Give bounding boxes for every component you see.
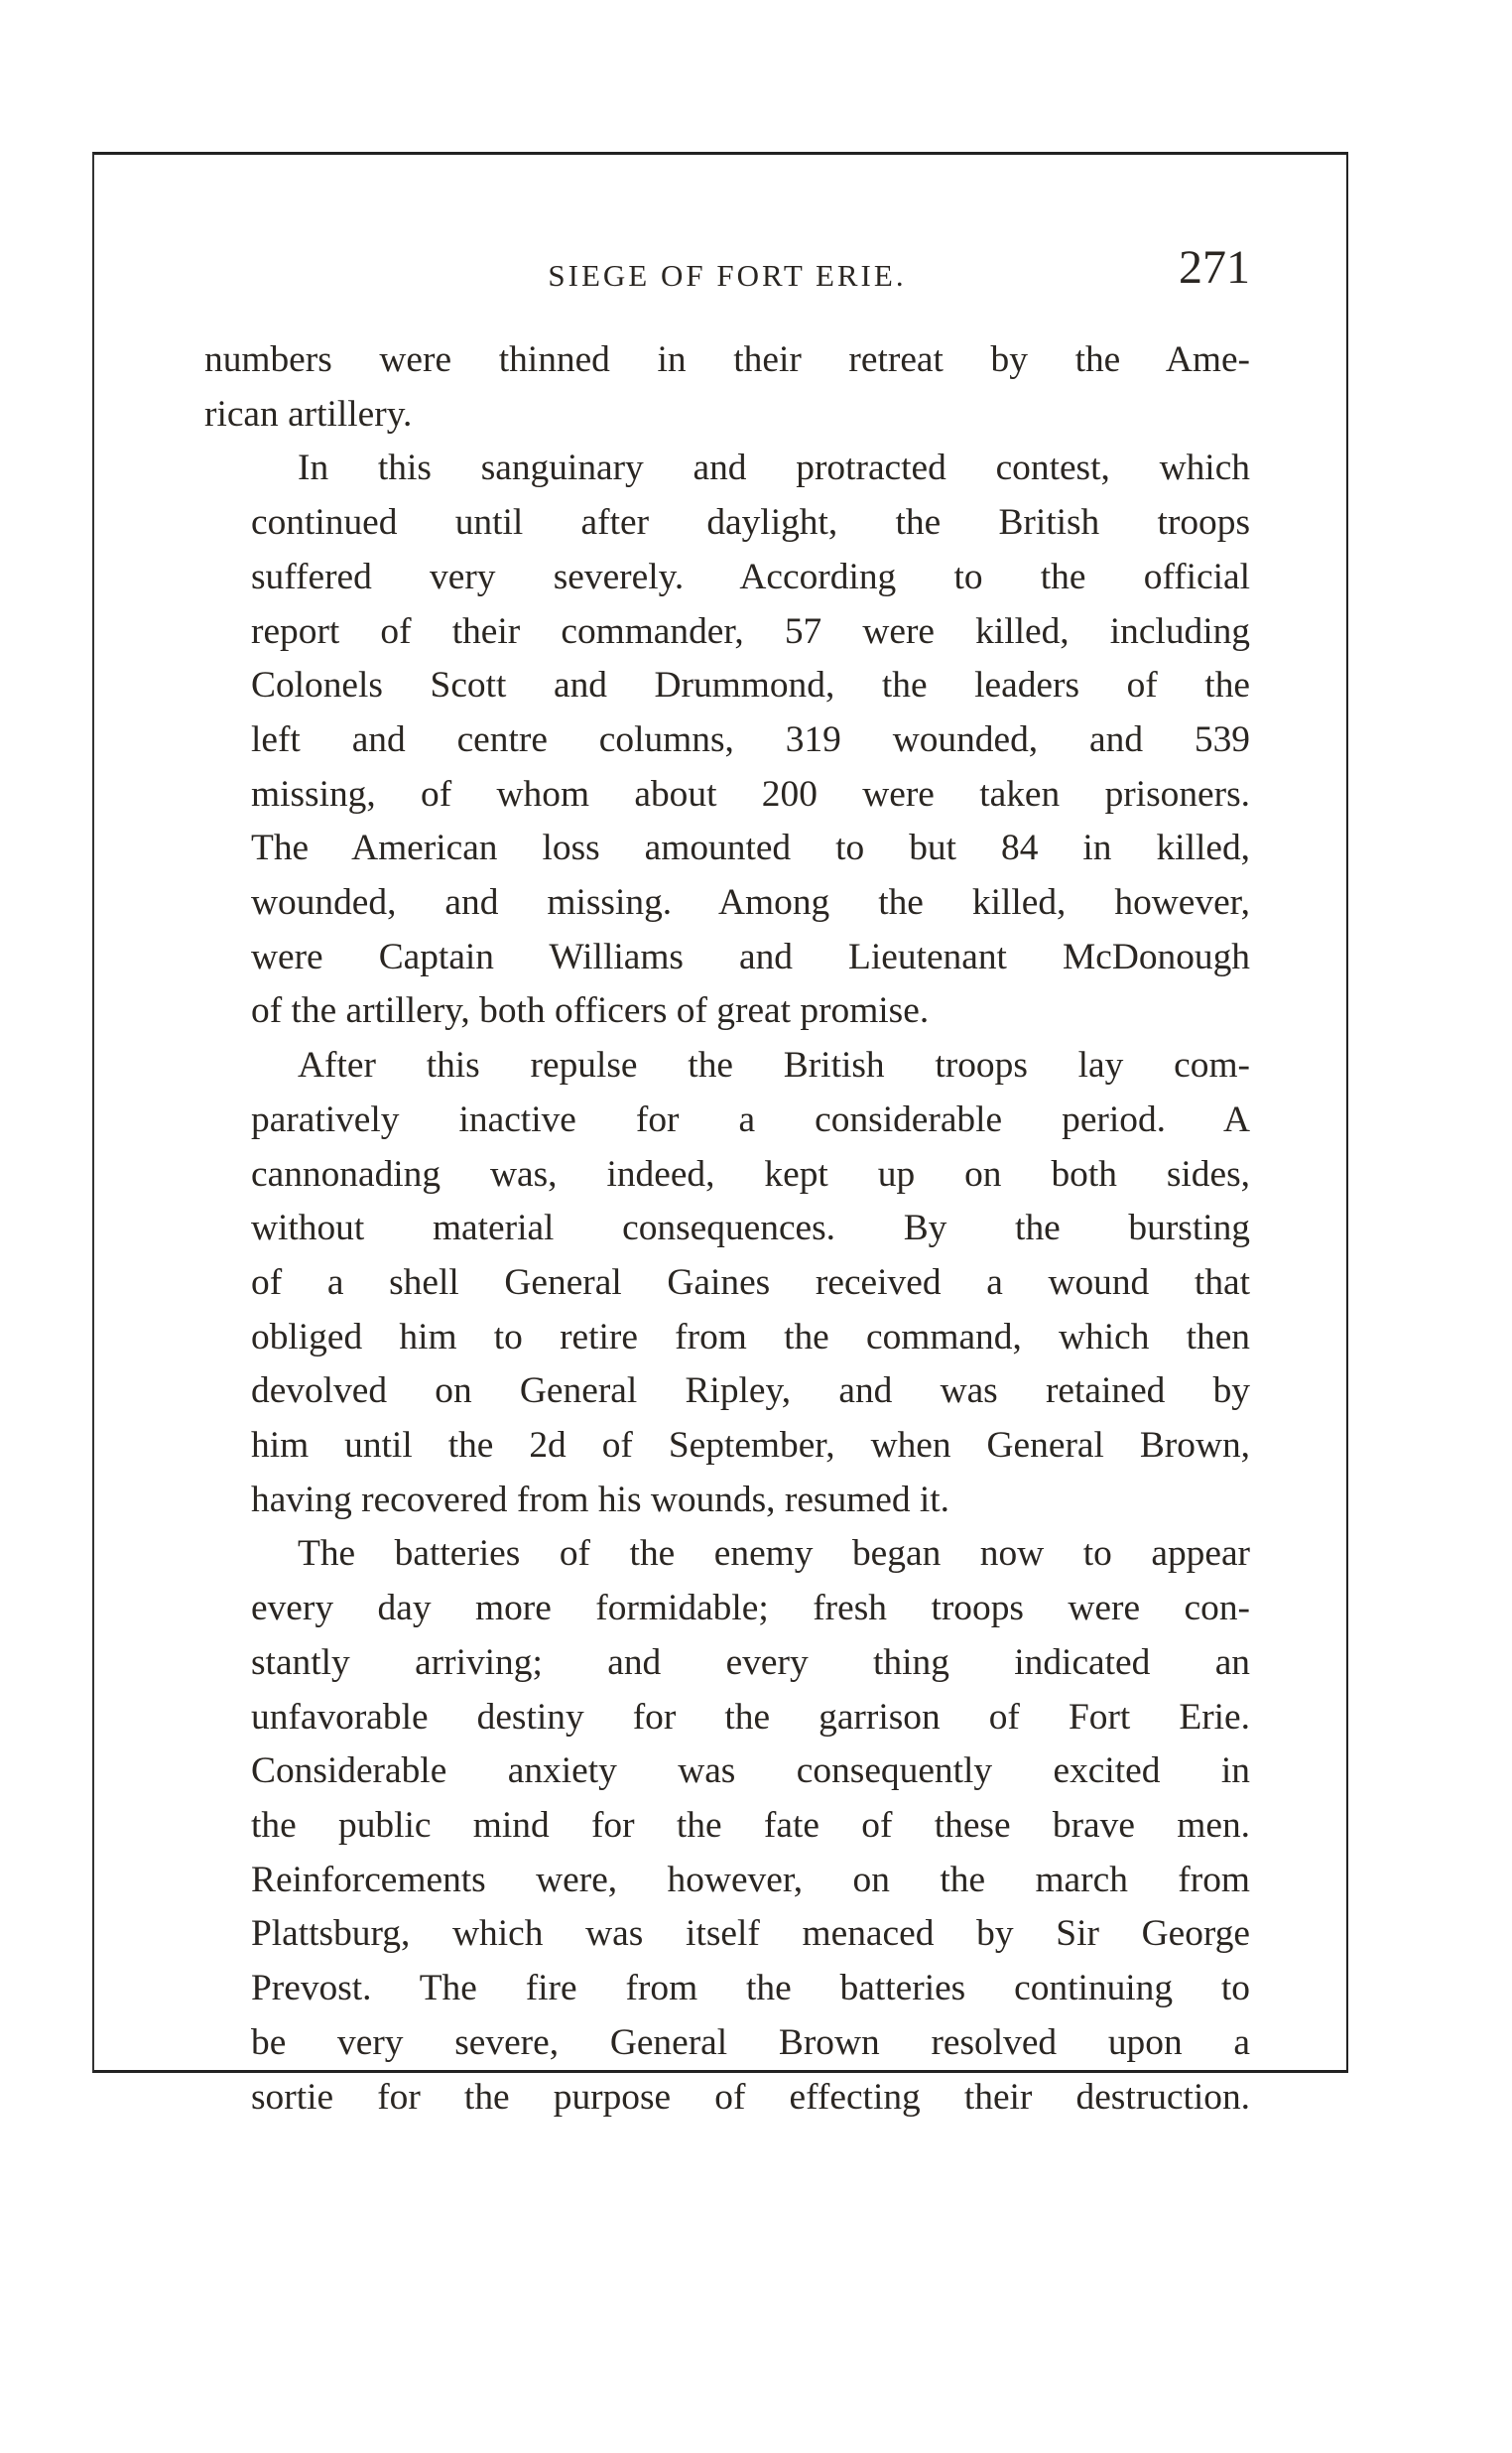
- text-line: After this repulse the British troops lay com-: [298, 1045, 1250, 1087]
- text-line: missing, of whom about 200 were taken prisoners.: [251, 773, 1250, 815]
- text-line: rican artillery.: [204, 393, 413, 435]
- text-line: without material consequences. By the bursting: [251, 1208, 1250, 1249]
- page-number: 271: [1179, 241, 1250, 294]
- text-line: numbers were thinned in their retreat by the Ame-: [204, 339, 1250, 380]
- text-line: left and centre columns, 319 wounded, and 539: [251, 718, 1250, 760]
- text-line: paratively inactive for a considerable period. A: [251, 1098, 1250, 1140]
- paragraph-1: [204, 333, 1250, 442]
- text-line: sortie for the purpose of effecting their destruction.: [251, 2076, 1250, 2118]
- text-line: continued until after daylight, the British troops: [251, 502, 1250, 544]
- paragraph-4: [204, 1527, 1250, 2125]
- text-line: him until the 2d of September, when General Brown,: [251, 1425, 1250, 1467]
- text-line: were Captain Williams and Lieutenant McDonough: [251, 936, 1250, 977]
- text-line: suffered very severely. According to the official: [251, 556, 1250, 597]
- text-line: Colonels Scott and Drummond, the leaders of the: [251, 665, 1250, 707]
- running-title: SIEGE OF FORT ERIE.: [548, 258, 907, 293]
- text-line: Plattsburg, which was itself menaced by Sir George: [251, 1913, 1250, 1955]
- text-line: the public mind for the fate of these brave men.: [251, 1804, 1250, 1846]
- text-line: Reinforcements were, however, on the march from: [251, 1859, 1250, 1900]
- text-line: Prevost. The fire from the batteries continuing to: [251, 1968, 1250, 2009]
- paragraph-2: [204, 442, 1250, 1039]
- text-line: unfavorable destiny for the garrison of Fort Erie.: [251, 1696, 1250, 1738]
- running-head: [204, 236, 1250, 306]
- text-line: The American loss amounted to but 84 in killed,: [251, 828, 1250, 869]
- text-line: of the artillery, both officers of great promise.: [251, 990, 930, 1032]
- text-line: be very severe, General Brown resolved upon a: [251, 2021, 1250, 2063]
- text-line: devolved on General Ripley, and was retained by: [251, 1370, 1250, 1412]
- text-line: cannonading was, indeed, kept up on both sides,: [251, 1153, 1250, 1195]
- paragraph-3: [204, 1039, 1250, 1527]
- text-line: having recovered from his wounds, resumed it.: [251, 1479, 950, 1520]
- text-line: of a shell General Gaines received a wound that: [251, 1261, 1250, 1303]
- text-line: obliged him to retire from the command, which then: [251, 1316, 1250, 1357]
- text-line: wounded, and missing. Among the killed, however,: [251, 882, 1250, 924]
- text-line: report of their commander, 57 were killed, including: [251, 610, 1250, 652]
- text-line: Considerable anxiety was consequently excited in: [251, 1750, 1250, 1792]
- text-line: stantly arriving; and every thing indicated an: [251, 1641, 1250, 1683]
- text-line: In this sanguinary and protracted contest, which: [298, 448, 1250, 489]
- text-line: The batteries of the enemy began now to appear: [298, 1533, 1250, 1575]
- body-text: [204, 333, 1250, 2125]
- text-line: every day more formidable; fresh troops were con-: [251, 1588, 1250, 1629]
